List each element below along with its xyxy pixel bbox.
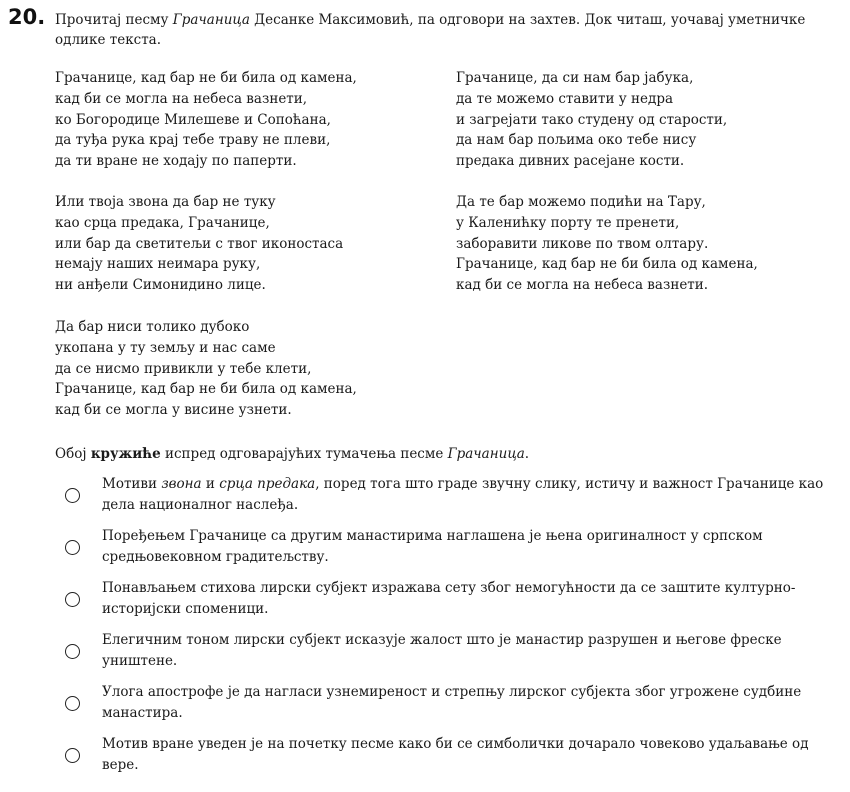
question-intro — [55, 10, 835, 50]
task-instruction — [55, 444, 529, 464]
option-text: Мотив вране уведен је на почетку песме како би се симболички дочарало човеково удаљавање од вере. — [102, 736, 809, 773]
stanza-3 — [55, 317, 357, 421]
stanza-2 — [55, 192, 343, 296]
poem-line: да ти вране не ходају по паперти. — [55, 153, 297, 170]
instruction-text-3: . — [524, 446, 530, 462]
stanza-1 — [55, 68, 357, 172]
option-text: Улога апострофе је да нагласи узнемиреност и стрепњу лирског субјекта због угрожене судбине манастира. — [102, 684, 802, 721]
poem-line: Или твоја звона да бар не туку — [55, 194, 276, 210]
option-text: Поређењем Грачанице са другим манастирима наглашена је њена оригиналност у српском средњовековном градитељству. — [102, 528, 763, 565]
poem-line: предака дивних расејане кости. — [456, 153, 685, 170]
poem-line: кад би се могла у висине узнети. — [55, 402, 292, 419]
option-text — [102, 474, 847, 515]
poem-line: да те можемо ставити у недра — [456, 90, 674, 107]
radio-circle[interactable] — [65, 540, 80, 555]
instruction-text-2: испред одговарајућих тумачења песме — [160, 446, 448, 462]
poem-line: немају наших неимара руку, — [55, 256, 261, 273]
option-text-part: и — [201, 476, 220, 492]
poem-line: Да бар ниси толико дубоко — [55, 319, 250, 335]
radio-circle[interactable] — [65, 644, 80, 659]
option-text-emphasis: звона — [161, 476, 202, 492]
radio-circle[interactable] — [65, 592, 80, 607]
option-text-part: Мотиви — [102, 476, 162, 492]
poem-line: заборавити ликове по твом олтару. — [456, 235, 709, 252]
option-text: Понављањем стихова лирски субјект изражава сету због немогућности да се заштите културно-историјски споменици. — [102, 580, 796, 617]
intro-text-2: Десанке Максимовић, па одговори на захтев. Док читаш, уочавај уметничке одлике текста. — [55, 12, 806, 48]
option-text-part: , поред тога што граде звучну слику, истичу и важност Грачанице као дела националног наслеђа. — [102, 476, 824, 513]
answer-option-3 — [62, 578, 847, 624]
answer-option-6 — [62, 734, 847, 780]
poem-title: Грачаница — [172, 12, 250, 28]
stanza-4 — [456, 68, 727, 172]
poem-line: Грачанице, кад бар не би била од камена, — [55, 381, 357, 398]
poem-line: или бар да светитељи с твог иконостаса — [55, 235, 344, 252]
poem-line: укопана у ту земљу и нас саме — [55, 339, 276, 356]
poem-line: кад би се могла на небеса вазнети. — [456, 277, 709, 294]
poem-line: кад би се могла на небеса вазнети, — [55, 90, 308, 107]
option-text: Елегичним тоном лирски субјект исказује жалост што је манастир разрушен и његове фреске уништене. — [102, 632, 782, 669]
intro-text-1: Прочитај песму — [55, 12, 173, 28]
instruction-bold: кружиће — [90, 446, 161, 462]
stanza-5 — [456, 192, 758, 296]
radio-circle[interactable] — [65, 696, 80, 711]
radio-circle[interactable] — [65, 488, 80, 503]
instruction-poem-title: Грачаница — [447, 446, 525, 462]
poem-line: Грачанице, да си нам бар јабука, — [456, 70, 694, 86]
poem-line: да туђа рука крај тебе траву не плеви, — [55, 132, 331, 149]
radio-circle[interactable] — [65, 748, 80, 763]
option-text-emphasis: срца предака — [219, 476, 316, 492]
answer-option-4 — [62, 630, 847, 676]
answer-option-2 — [62, 526, 847, 572]
poem-line: ко Богородице Милешеве и Сопоћана, — [55, 111, 331, 128]
poem-line: у Каленићку порту те пренети, — [456, 214, 680, 231]
answer-option-1 — [62, 474, 847, 520]
poem-line: Да те бар можемо подићи на Тару, — [456, 194, 706, 210]
poem-line: да нам бар пољима око тебе нису — [456, 132, 697, 149]
poem-line: ни анђели Симонидино лице. — [55, 277, 266, 294]
question-number: 20. — [8, 5, 46, 29]
instruction-text-1: Обој — [55, 446, 91, 462]
poem-line: као срца предака, Грачанице, — [55, 214, 270, 231]
poem-line: Грачанице, кад бар не би била од камена, — [456, 256, 758, 273]
answer-option-5 — [62, 682, 847, 728]
poem-line: и загрејати тако студену од старости, — [456, 111, 728, 128]
poem-line: Грачанице, кад бар не би била од камена, — [55, 70, 357, 86]
poem-line: да се нисмо привикли у тебе клети, — [55, 360, 312, 377]
